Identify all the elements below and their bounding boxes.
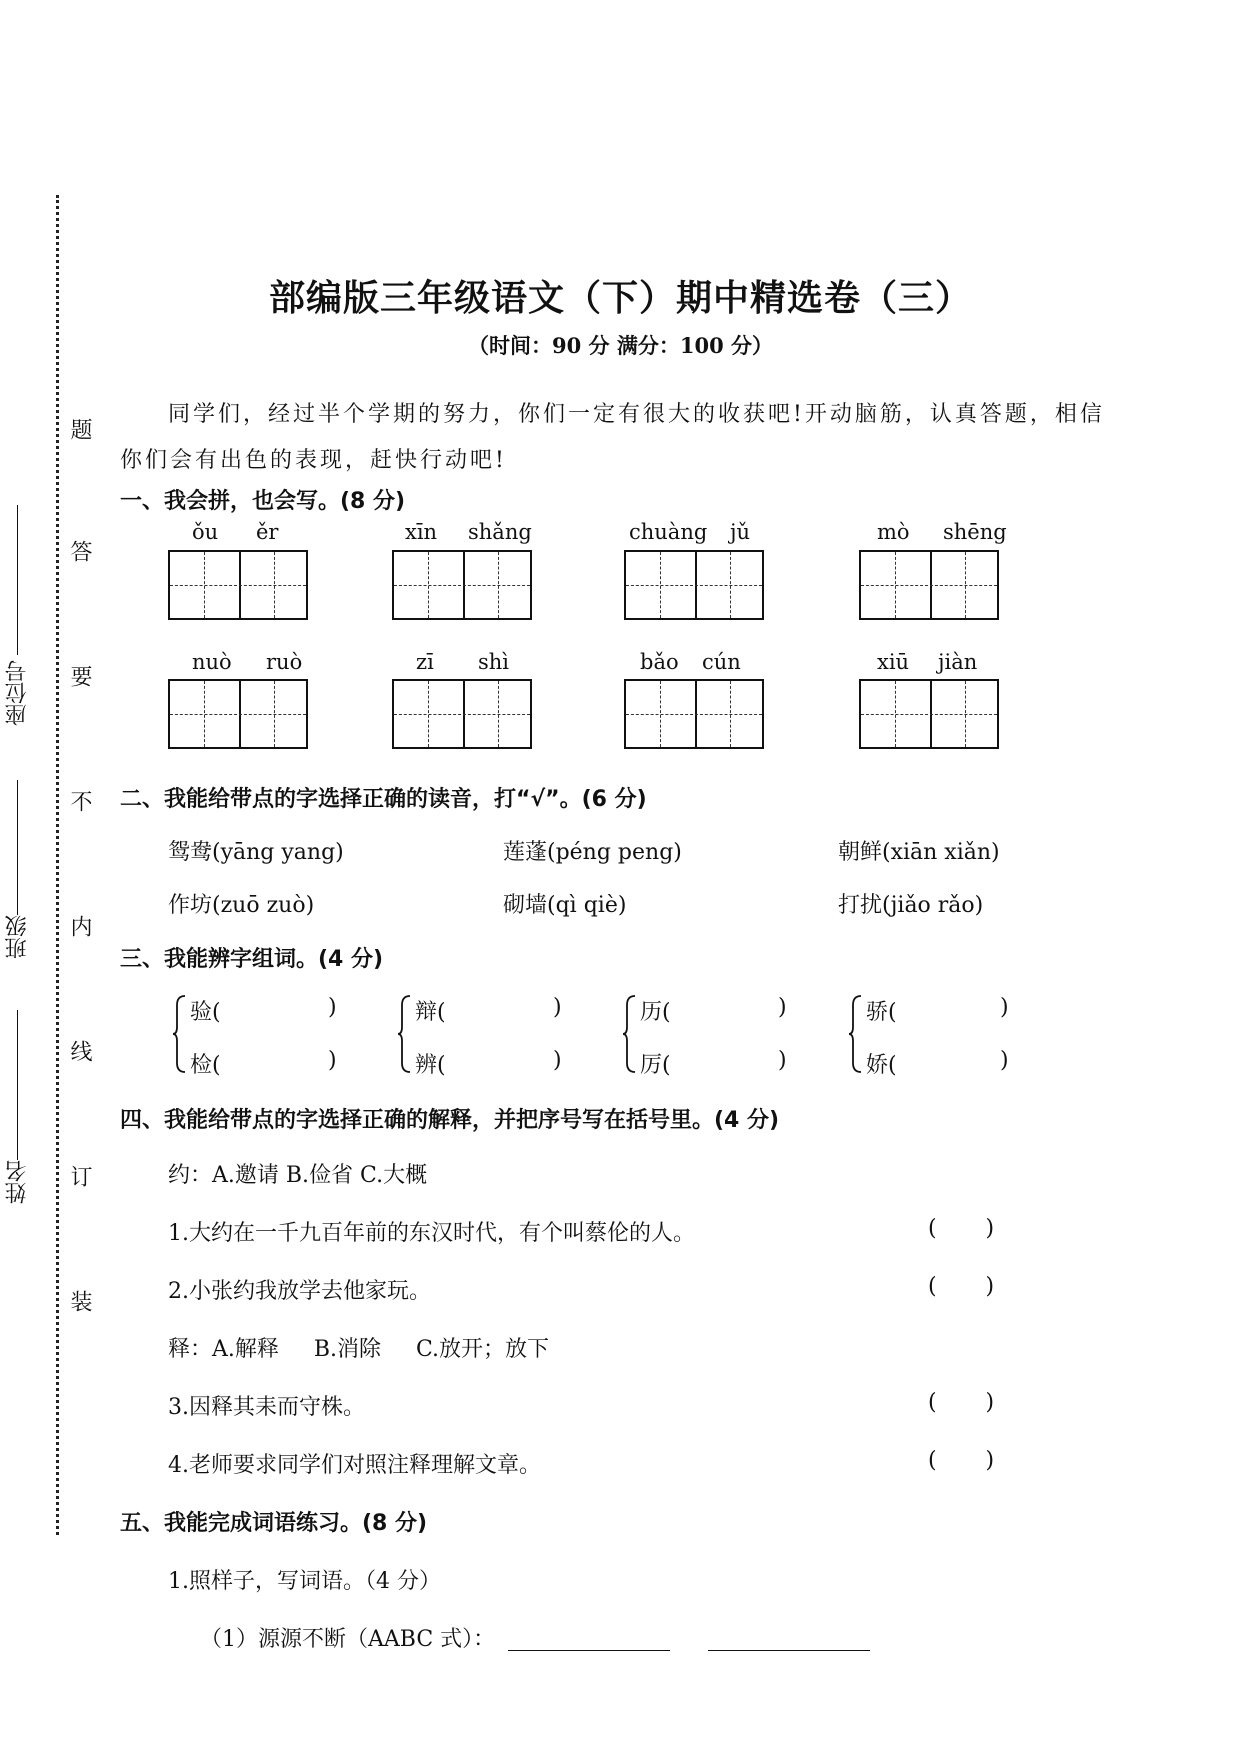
binding-char-7: 订 xyxy=(67,1165,92,1187)
section-5-heading: 五、我能完成词语练习。(8 分) xyxy=(120,1511,428,1536)
binding-dotted-line xyxy=(56,195,59,1535)
brace-icon xyxy=(172,995,186,1073)
pinyin: zī xyxy=(416,650,434,674)
writing-grid[interactable] xyxy=(624,679,764,749)
writing-grid[interactable] xyxy=(859,679,999,749)
reading-choice-item[interactable]: 朝鲜(xiān xiǎn) xyxy=(838,840,1000,865)
word-group-top[interactable]: 历( xyxy=(640,1000,671,1025)
close-paren: ) xyxy=(778,1048,787,1073)
word-group-bottom[interactable]: 娇( xyxy=(866,1053,897,1078)
question-4: 4.老师要求同学们对照注释理解文章。 xyxy=(168,1453,541,1478)
binding-seat-blank[interactable] xyxy=(17,505,18,655)
shi-options: 释：A.解释 B.消除 C.放开；放下 xyxy=(168,1337,550,1362)
binding-char-3: 要 xyxy=(67,665,92,687)
close-paren: ) xyxy=(328,995,337,1020)
pinyin: shǎng xyxy=(468,520,532,544)
reading-choice-item[interactable]: 莲蓬(péng peng) xyxy=(503,840,682,865)
reading-choice-item[interactable]: 鸳鸯(yāng yang) xyxy=(168,840,344,865)
word-group-top[interactable]: 骄( xyxy=(866,1000,897,1025)
writing-grid[interactable] xyxy=(859,550,999,620)
writing-grid[interactable] xyxy=(624,550,764,620)
binding-char-6: 线 xyxy=(67,1040,92,1062)
close-paren: ) xyxy=(778,995,787,1020)
pinyin: chuàng xyxy=(629,520,708,544)
pinyin: jǔ xyxy=(730,520,751,544)
pinyin: ǒu xyxy=(192,520,219,544)
pinyin: shì xyxy=(478,650,510,674)
question-1: 1.大约在一千九百年前的东汉时代，有个叫蔡伦的人。 xyxy=(168,1221,695,1246)
pinyin: shēng xyxy=(943,520,1007,544)
pinyin: bǎo xyxy=(640,650,679,674)
intro-line-2: 你们会有出色的表现，赶快行动吧! xyxy=(120,448,507,473)
binding-char-2: 答 xyxy=(67,540,92,562)
question-3: 3.因释其耒而守株。 xyxy=(168,1395,365,1420)
word-group-top[interactable]: 验( xyxy=(190,1000,221,1025)
reading-choice-item[interactable]: 砌墙(qì qiè) xyxy=(503,893,627,918)
brace-icon xyxy=(622,995,636,1073)
word-group-top[interactable]: 辩( xyxy=(415,1000,446,1025)
brace-icon xyxy=(848,995,862,1073)
question-2: 2.小张约我放学去他家玩。 xyxy=(168,1279,431,1304)
answer-paren[interactable]: ( ) xyxy=(928,1274,995,1299)
writing-grid[interactable] xyxy=(168,679,308,749)
close-paren: ) xyxy=(1000,1048,1009,1073)
binding-class-label: 班级 xyxy=(5,915,30,959)
writing-grid[interactable] xyxy=(392,550,532,620)
close-paren: ) xyxy=(1000,995,1009,1020)
binding-char-8: 装 xyxy=(67,1290,92,1312)
answer-blank[interactable] xyxy=(508,1650,670,1651)
section-1-heading: 一、我会拼，也会写。(8 分) xyxy=(120,489,406,514)
section-3-heading: 三、我能辨字组词。(4 分) xyxy=(120,947,384,972)
pinyin: xīn xyxy=(405,520,438,544)
binding-name-label: 姓名 xyxy=(5,1160,30,1204)
section-5-item-1: （1）源源不断（AABC 式）： xyxy=(200,1627,496,1652)
section-4-heading: 四、我能给带点的字选择正确的解释，并把序号写在括号里。(4 分) xyxy=(120,1108,780,1133)
section-2-heading: 二、我能给带点的字选择正确的读音，打“√”。(6 分) xyxy=(120,787,647,812)
binding-class-blank[interactable] xyxy=(17,780,18,915)
answer-blank[interactable] xyxy=(708,1650,870,1651)
word-group-bottom[interactable]: 厉( xyxy=(640,1053,671,1078)
binding-name-blank[interactable] xyxy=(17,1010,18,1160)
brace-icon xyxy=(397,995,411,1073)
word-group-bottom[interactable]: 检( xyxy=(190,1053,221,1078)
binding-char-4: 不 xyxy=(67,790,92,812)
pinyin: nuò xyxy=(192,650,232,674)
word-group-bottom[interactable]: 辨( xyxy=(415,1053,446,1078)
reading-choice-item[interactable]: 打扰(jiǎo rǎo) xyxy=(838,893,984,918)
answer-paren[interactable]: ( ) xyxy=(928,1390,995,1415)
intro-line-1: 同学们，经过半个学期的努力，你们一定有很大的收获吧!开动脑筋，认真答题，相信 xyxy=(168,402,1105,427)
exam-time-score: （时间：90 分 满分：100 分） xyxy=(468,333,773,358)
answer-paren[interactable]: ( ) xyxy=(928,1448,995,1473)
writing-grid[interactable] xyxy=(168,550,308,620)
binding-seat-label: 座位号 xyxy=(5,660,30,726)
pinyin: xiū xyxy=(877,650,910,674)
pinyin: jiàn xyxy=(938,650,978,674)
close-paren: ) xyxy=(328,1048,337,1073)
page-title: 部编版三年级语文（下）期中精选卷（三） xyxy=(268,278,972,319)
section-5-sub-1: 1.照样子，写词语。（4 分） xyxy=(168,1569,441,1594)
pinyin: cún xyxy=(702,650,741,674)
close-paren: ) xyxy=(553,1048,562,1073)
pinyin: ěr xyxy=(256,520,279,544)
binding-char-5: 内 xyxy=(67,915,92,937)
binding-char-1: 题 xyxy=(67,418,92,440)
yue-options: 约：A.邀请 B.俭省 C.大概 xyxy=(168,1163,428,1188)
writing-grid[interactable] xyxy=(392,679,532,749)
reading-choice-item[interactable]: 作坊(zuō zuò) xyxy=(168,893,315,918)
pinyin: mò xyxy=(877,520,910,544)
close-paren: ) xyxy=(553,995,562,1020)
pinyin: ruò xyxy=(266,650,303,674)
answer-paren[interactable]: ( ) xyxy=(928,1216,995,1241)
